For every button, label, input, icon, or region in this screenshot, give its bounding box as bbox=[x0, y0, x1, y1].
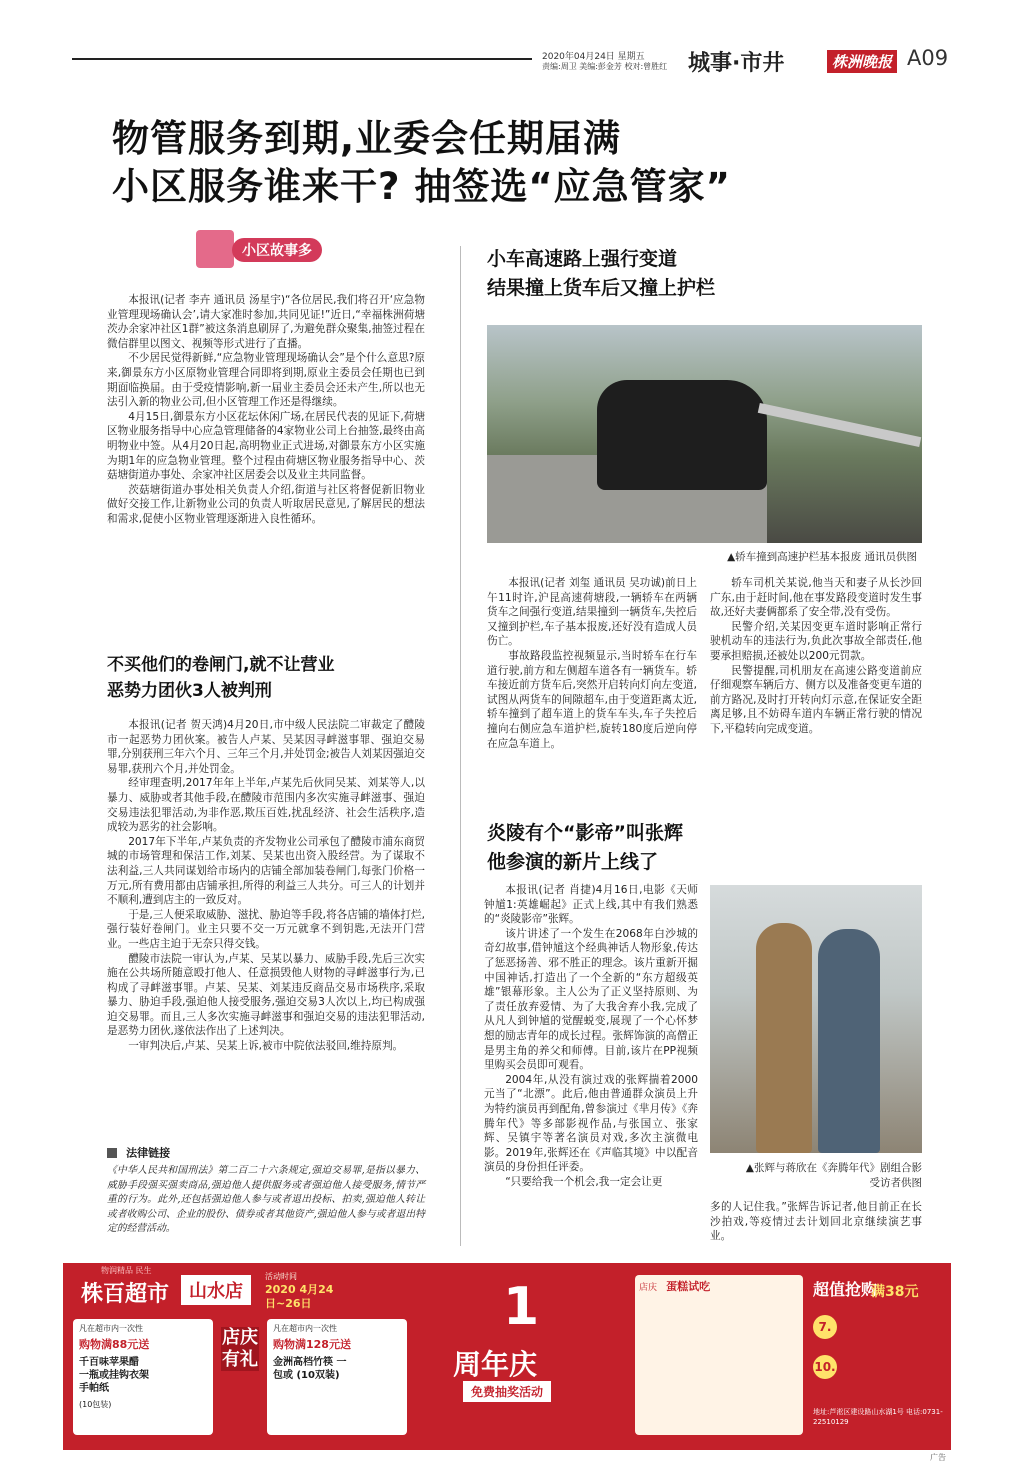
ad-right-item-1: 7. bbox=[813, 1315, 837, 1339]
badge-label: 小区故事多 bbox=[232, 238, 322, 262]
actor-photo-caption-2: 受访者供图 bbox=[869, 1177, 922, 1189]
advertisement[interactable] bbox=[63, 1263, 951, 1450]
car-body-col2 bbox=[710, 576, 922, 737]
ad-slogan: 物润精品 民生 bbox=[101, 1266, 152, 1275]
car-body-col1 bbox=[487, 576, 697, 751]
lead-paragraph: 茨菇塘街道办事处相关负责人介绍,街道与社区将督促新旧物业做好交接工作,让新物业公司的负责人听取居民意见,了解居民的想法和需求,促使小区物业管理逐渐进入良性循环。 bbox=[107, 483, 425, 525]
actress-figure bbox=[756, 923, 812, 1153]
actor-photo-caption-1: ▲张辉与蒋欣在《奔腾年代》剧组合影 bbox=[745, 1162, 922, 1174]
actor-figure bbox=[818, 929, 880, 1153]
crashed-car bbox=[597, 380, 767, 490]
car-paragraph: 本报讯(记者 刘玺 通讯员 吴功诚)前日上午11时许,沪昆高速荷塘段,一辆轿车在两辆货车之间强行变道,结果撞到一辆货车,失控后又撞到护栏,车子基本报废,还好没有造成人员伤亡。 bbox=[487, 577, 697, 648]
badge-decoration bbox=[196, 230, 234, 268]
ad-anniversary-number: 1 bbox=[503, 1277, 540, 1337]
page-number: A09 bbox=[907, 46, 949, 70]
header-date: 2020年04月24日 星期五 bbox=[542, 52, 645, 62]
ad-left-title: 凡在超市内一次性 bbox=[79, 1324, 143, 1333]
ad-gift-title: 店庆有礼 bbox=[222, 1327, 258, 1370]
ad-cake-title: 蛋糕试吃 bbox=[666, 1280, 711, 1293]
car-accident-photo bbox=[487, 325, 922, 543]
section-name: 城事·市井 bbox=[688, 51, 785, 76]
crime-paragraph: 一审判决后,卢某、吴某上诉,被市中院依法驳回,维持原判。 bbox=[128, 1040, 404, 1053]
car-headline-line1: 小车高速路上强行变道 bbox=[487, 248, 678, 270]
ad-anniversary-text: 周年庆 bbox=[453, 1348, 538, 1381]
lead-paragraph: 不少居民觉得新鲜,“应急物业管理现场确认会”是个什么意思?原来,御景东方小区原物业管理合同即将到期,原业主委员会任期也已到期面临换届。由于受疫情影响,新一届业主委员会还未产生,所以也无法引入新的物业公司,但小区管理工作还是得继续。 bbox=[107, 352, 425, 409]
car-paragraph: 事故路段监控视频显示,当时轿车在行车道行驶,前方和左侧超车道各有一辆货车。轿车接近前方货车后,突然开启转向灯向左变道,试图从两货车的间隙超车,由于变道距离太近,轿车撞到了超车道上的货车车头,车子失控后撞向右侧应急车道护栏,旋转180度后逆向停在应急车道上。 bbox=[487, 649, 697, 750]
crime-paragraph: 2017年下半年,卢某负责的齐发物业公司承包了醴陵市浦东商贸城的市场管理和保洁工作,刘某、吴某也出资入股经营。为了谋取不法利益,三人共同谋划给市场内的店铺全部加装卷闸门,每张门价格一万元,所有费用都由店铺承担,所得的利益三人共分。可三人的计划并不顺利,遭到店主的一致反对。 bbox=[107, 835, 425, 907]
car-paragraph: 民警介绍,关某因变更车道时影响正常行驶机动车的违法行为,负此次事故全部责任,他要承担赔损,还被处以200元罚款。 bbox=[710, 620, 922, 662]
ad-offer-mid bbox=[267, 1319, 407, 1435]
ad-cake-panel bbox=[635, 1275, 803, 1435]
ad-left-offer: 购物满88元送 bbox=[79, 1338, 150, 1351]
ad-mid-offer: 购物满128元送 bbox=[273, 1338, 351, 1351]
ad-date-label: 活动时间 bbox=[265, 1272, 297, 1281]
ad-offer-left bbox=[73, 1319, 213, 1435]
law-link-text: 《中华人民共和国刑法》第二百二十六条规定,强迫交易罪,是指以暴力、威胁手段强买强卖商品,强迫他人提供服务或者强迫他人接受服务,情节严重的行为。此外,还包括强迫他人参与或者退出投标、拍卖,强迫他人转让或者收购公司、企业的股份、债券或者其他资产,强迫他人参与或者退出特定的经营活动。 bbox=[107, 1165, 425, 1234]
ad-contact: 地址:芦淞区建设路山水湖1号 电话:0731-22510129 bbox=[813, 1408, 943, 1426]
actor-paragraph: 本报讯(记者 肖捷)4月16日,电影《天师钟馗1:英雄崛起》正式上线,其中有我们熟悉的“炎陵影帝”张辉。 bbox=[484, 884, 698, 926]
ad-store-name: 株百超市 bbox=[81, 1282, 170, 1307]
ad-left-gift: 千百味苹果醋 一瓶或挂钩衣架 手帕纸 bbox=[79, 1357, 149, 1394]
ad-anniversary-sub: 免费抽奖活动 bbox=[463, 1381, 551, 1402]
law-link-title: 法律链接 bbox=[126, 1146, 171, 1160]
guardrail bbox=[758, 403, 921, 447]
ad-right-price: 满38元 bbox=[871, 1284, 919, 1300]
lead-headline-line2: 小区服务谁来干? 抽签选“应急管家” bbox=[112, 165, 731, 208]
ad-footer-note: 广告 bbox=[930, 1453, 946, 1462]
ad-right-item-2: 10. bbox=[813, 1355, 837, 1379]
actor-body bbox=[484, 883, 698, 1189]
actor-paragraph: 2004年,从没有演过戏的张辉揣着2000元当了“北漂”。此后,他由普通群众演员上升为特约演员再到配角,曾参演过《芈月传》《奔腾年代》等多部影视作品,与张国立、张家辉、吴镇宇等著名演员对戏,多次主演微电影。2019年,张辉还在《声临其境》中以配音演员的身份担任评委。 bbox=[484, 1073, 698, 1174]
car-photo-caption: ▲轿车撞到高速护栏基本报废 通讯员供图 bbox=[727, 551, 917, 563]
actor-paragraph: 多的人记住我。”张辉告诉记者,他目前正在长沙拍戏,等疫情过去计划回北京继续演艺事业。 bbox=[710, 1201, 922, 1243]
ad-mid-title: 凡在超市内一次性 bbox=[273, 1324, 337, 1333]
column-divider bbox=[460, 246, 461, 1246]
header-rule bbox=[72, 58, 532, 60]
car-paragraph: 轿车司机关某说,他当天和妻子从长沙回广东,由于赶时间,他在事发路段变道时发生事故,还好夫妻俩都系了安全带,没有受伤。 bbox=[710, 577, 922, 619]
crime-body bbox=[107, 718, 425, 1054]
ad-mid-gift: 金洲高档竹筷 一包或 (10双装) bbox=[273, 1357, 347, 1381]
law-link-icon bbox=[107, 1148, 117, 1158]
actor-body-tail bbox=[710, 1200, 922, 1244]
car-paragraph: 民警提醒,司机朋友在高速公路变道前应仔细观察车辆后方、侧方以及准备变更车道的前方路况,及时打开转向灯示意,在保证安全距离足够,且不妨碍车道内车辆正常行驶的情况下,平稳转向完成变道。 bbox=[710, 664, 922, 735]
crime-headline-line2: 恶势力团伙3人被判刑 bbox=[107, 681, 272, 701]
header bbox=[0, 38, 1031, 88]
ad-cake-label: 店庆 bbox=[639, 1283, 658, 1293]
lead-paragraph: 本报讯(记者 李卉 通讯员 汤星宇)“各位居民,我们将召开‘应急物业管理现场确认会’,请大家准时参加,共同见证!”近日,“幸福株洲荷塘茨办余家冲社区1群”被这条消息刷屏了,为避免群众聚集,抽签过程在微信群里以图文、视频等形式进行了直播。 bbox=[107, 294, 425, 350]
car-headline-line2: 结果撞上货车后又撞上护栏 bbox=[487, 277, 716, 299]
ad-branch: 山水店 bbox=[181, 1275, 251, 1305]
actor-headline-line2: 他参演的新片上线了 bbox=[487, 851, 659, 873]
actor-photo bbox=[710, 885, 922, 1153]
actor-paragraph: “只要给我一个机会,我一定会让更 bbox=[505, 1175, 663, 1188]
ad-date: 2020 4月24日~26日 bbox=[265, 1283, 334, 1310]
header-editors: 责编:周卫 美编:彭金芳 校对:曾胜红 bbox=[542, 62, 668, 71]
newspaper-logo: 株洲晚报 bbox=[827, 50, 897, 73]
ad-left-note: (10包装) bbox=[79, 1400, 112, 1409]
lead-body bbox=[107, 293, 425, 527]
lead-paragraph: 4月15日,御景东方小区花坛休闲广场,在居民代表的见证下,荷塘区物业服务指导中心应急管理储备的4家物业公司上台抽签,最终由高明物业中签。从4月20日起,高明物业正式进场,对御景东方小区实施为期1年的应急物业管理。整个过程由荷塘区物业服务指导中心、茨菇塘街道办事处、余家冲社区居委会以及业主共同监督。 bbox=[107, 410, 425, 482]
crime-paragraph: 于是,三人便采取威胁、滋扰、胁迫等手段,将各店铺的墙体打烂,强行装好卷闸门。业主只要不交一万元就拿不到钥匙,无法开门营业。一些店主迫于无奈只得交钱。 bbox=[107, 908, 425, 950]
crime-paragraph: 醴陵市法院一审认为,卢某、吴某以暴力、威胁手段,先后三次实施在公共场所随意殴打他人、任意损毁他人财物的寻衅滋事行为,已构成了寻衅滋事罪。卢某、吴某、刘某违反商品交易市场秩序,采取暴力、胁迫手段,强迫他人接受服务,强迫交易3人次以上,均已构成强迫交易罪。而且,三人多次实施寻衅滋事和强迫交易的违法犯罪活动,是恶势力团伙,遂依法作出了上述判决。 bbox=[107, 952, 425, 1038]
lead-headline-line1: 物管服务到期,业委会任期届满 bbox=[112, 117, 622, 160]
crime-paragraph: 经审理查明,2017年年上半年,卢某先后伙同吴某、刘某等人,以暴力、威胁或者其他手段,在醴陵市范围内多次实施寻衅滋事、强迫交易违法犯罪活动,为非作恶,欺压百姓,扰乱经济、社会生活秩序,造成较为恶劣的社会影响。 bbox=[107, 777, 425, 834]
law-link-heading bbox=[107, 1142, 425, 1161]
ad-right-title: 超值抢购 bbox=[813, 1280, 878, 1299]
actor-paragraph: 该片讲述了一个发生在2068年白沙城的奇幻故事,借钟馗这个经典神话人物形象,传达了惩恶扬善、邪不胜正的理念。该片重新开掘中国神话,打造出了一个全新的“东方超级英雄”银幕形象。主人公为了正义坚持原则、为了责任放弃爱情、为了大我舍弃小我,完成了从凡人到钟馗的觉醒蜕变,展现了一个心怀梦想的励志青年的成长过程。张辉饰演的高僧正是男主角的养父和师傅。目前,该片在PP视频里购买会员即可观看。 bbox=[484, 927, 698, 1072]
crime-paragraph: 本报讯(记者 贺天鸿)4月20日,市中级人民法院二审裁定了醴陵市一起恶势力团伙案。被告人卢某、吴某因寻衅滋事罪、强迫交易罪,分别获刑三年六个月、三年三个月,并处罚金;被告人刘某因强迫交易罪,获刑六个月,并处罚金。 bbox=[107, 719, 425, 775]
actor-headline-line1: 炎陵有个“影帝”叫张辉 bbox=[487, 822, 683, 844]
crime-headline-line1: 不买他们的卷闸门,就不让营业 bbox=[107, 655, 335, 675]
